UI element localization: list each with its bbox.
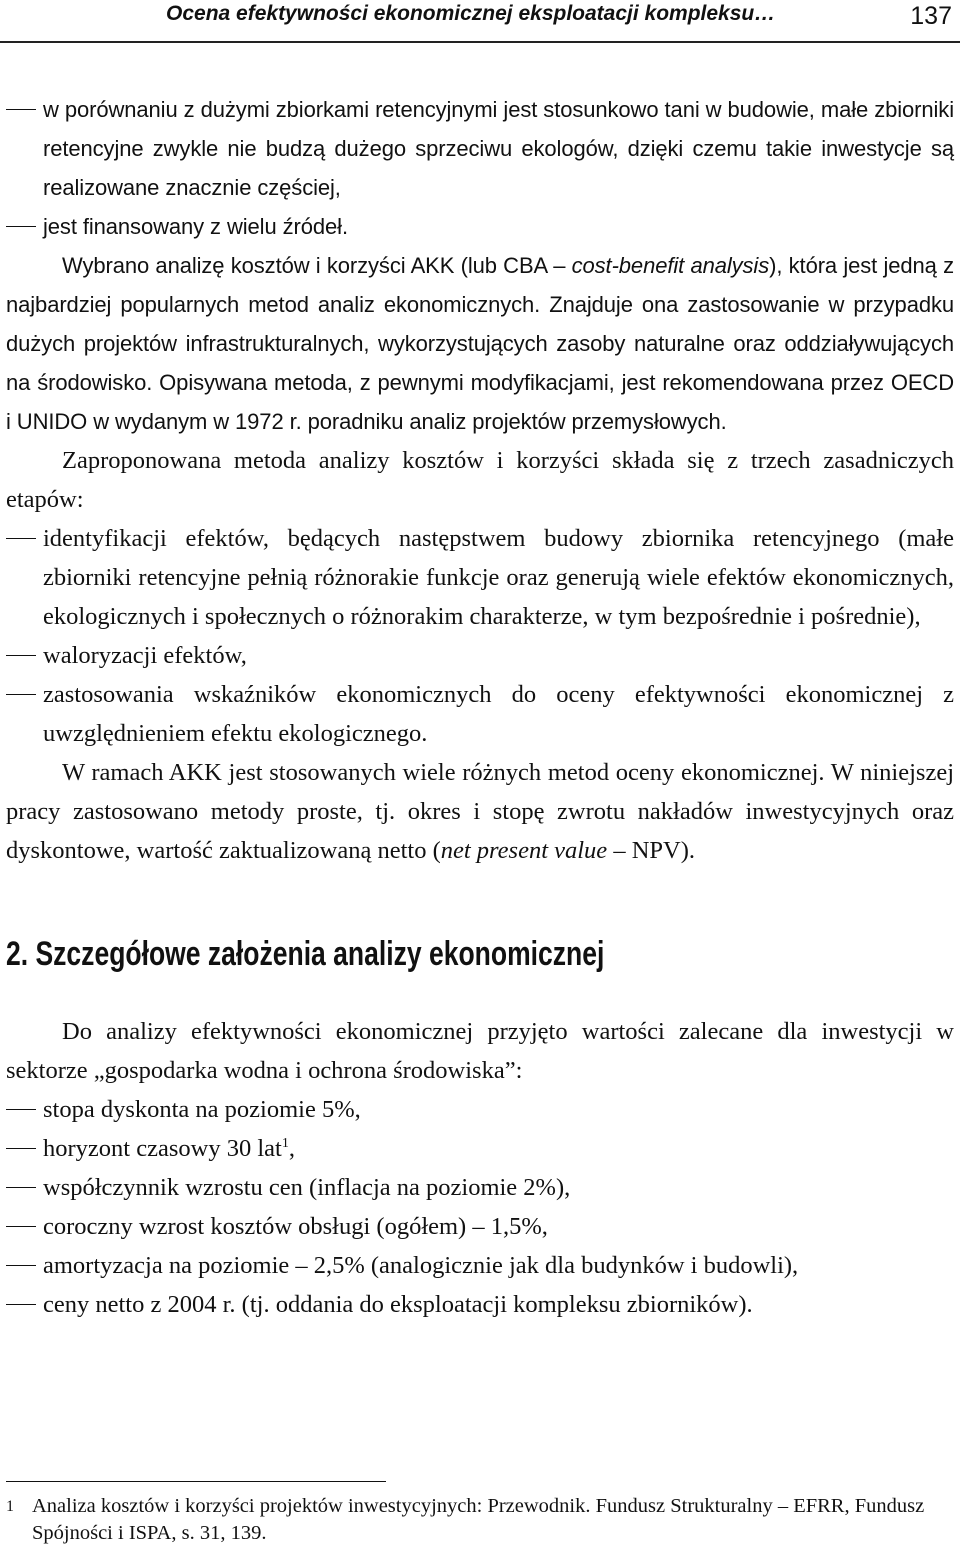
- text-run: ,: [288, 1135, 295, 1162]
- stages-list: [6, 519, 954, 753]
- section-heading: 2. Szczegółowe założenia analizy ekonomicznej: [6, 935, 605, 973]
- header-rule: [0, 41, 960, 43]
- list-item: amortyzacja na poziomie – 2,5% (analogicznie jak dla budynków i budowli),: [6, 1246, 954, 1285]
- list-item: stopa dyskonta na poziomie 5%,: [6, 1090, 954, 1129]
- text-run: Wybrano analizę kosztów i korzyści AKK (lub CBA –: [62, 253, 572, 278]
- running-title: Ocena efektywności ekonomicznej eksploatacji kompleksu…: [166, 2, 776, 25]
- list-item: zastosowania wskaźników ekonomicznych do oceny efektywności ekonomicznej z uwzględnieniem efektu ekologicznego.: [6, 675, 954, 753]
- paragraph-stages-intro: Zaproponowana metoda analizy kosztów i korzyści składa się z trzech zasadniczych etapów:: [6, 447, 954, 513]
- text-run: horyzont czasowy 30 lat: [43, 1135, 282, 1162]
- paragraph-akk-method: [6, 246, 954, 441]
- advantages-list: [6, 90, 954, 246]
- assumptions-list: [6, 1090, 954, 1324]
- list-item: jest finansowany z wielu źródeł.: [6, 207, 954, 246]
- list-item: w porównaniu z dużymi zbiorkami retencyjnymi jest stosunkowo tani w budowie, małe zbiorniki retencyjne zwykle nie budzą dużego sprzeciwu ekologów, dzięki czemu takie inwestycje są realizowane znacznie częściej,: [6, 90, 954, 207]
- paragraph-assumptions-intro: Do analizy efektywności ekonomicznej przyjęto wartości zalecane dla inwestycji w sektorze „gospodarka wodna i ochrona środowiska”:: [6, 1018, 954, 1084]
- page-body: [6, 90, 954, 1324]
- text-run: – NPV).: [607, 837, 695, 864]
- list-item: identyfikacji efektów, będących następstwem budowy zbiornika retencyjnego (małe zbiorniki retencyjne pełnią różnorakie funkcje oraz generują wiele efektów ekonomicznych, ekologicznych i społecznych o różnorakim charakterze, w tym bezpośrednie i pośrednie),: [6, 519, 954, 636]
- footnote-ref[interactable]: 1: [281, 1135, 289, 1151]
- running-header: [0, 0, 960, 44]
- footnote-number: 1: [6, 1498, 14, 1515]
- text-run: ), która jest jedną z najbardziej popularnych metod analiz ekonomicznych. Znajduje ona zastosowanie w przypadku dużych projektów infrastrukturalnych, wykorzystujących zasoby naturalne oraz oddziaływujących na środowisko. Opisywana metoda, z pewnymi modyfikacjami, jest rekomendowana przez OECD i UNIDO w wydanym w 1972 r. poradniku analiz projektów przemysłowych.: [6, 253, 954, 434]
- paragraph-methods: [6, 753, 954, 870]
- text-run: W ramach AKK jest stosowanych wiele różnych metod oceny ekonomicznej. W niniejszej pracy zastosowano metody proste, tj. okres i stopę zwrotu nakładów inwestycyjnych oraz dyskontowe, wartość zaktualizowaną netto (: [6, 759, 954, 864]
- list-item: [6, 1129, 954, 1168]
- list-item: coroczny wzrost kosztów obsługi (ogółem) – 1,5%,: [6, 1207, 954, 1246]
- footnote-text: Analiza kosztów i korzyści projektów inwestycyjnych: Przewodnik. Fundusz Strukturalny – EFRR, Fundusz Spójności i ISPA, s. 31, 139.: [32, 1495, 925, 1544]
- list-item: waloryzacji efektów,: [6, 636, 954, 675]
- list-item: ceny netto z 2004 r. (tj. oddania do eksploatacji kompleksu zbiorników).: [6, 1285, 954, 1324]
- footnote-rule: [6, 1481, 386, 1482]
- italic-term: net present value: [440, 837, 608, 864]
- list-item: współczynnik wzrostu cen (inflacja na poziomie 2%),: [6, 1168, 954, 1207]
- italic-term: cost-benefit analysis: [571, 253, 770, 278]
- footnote: [6, 1493, 954, 1547]
- page-number: 137: [910, 2, 952, 30]
